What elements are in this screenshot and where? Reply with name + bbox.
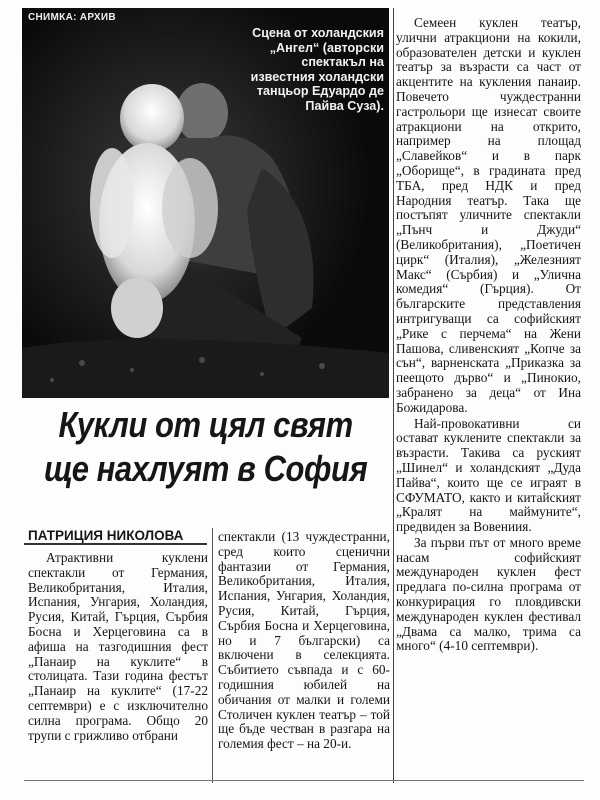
column-3-paragraph: Най-провокативни си остават куклените спектакли за възрасти. Такива са руският „Шинел“ и холандският „Дуда Пайва“, които ще се играят в СФУМАТО, както и китайският „Кралят на маймуните“, предвиден за Вовениия.: [396, 415, 581, 535]
byline-divider: [24, 543, 207, 545]
column-divider-right: [393, 8, 394, 783]
headline-line-2: ще нахлуят в София: [43, 448, 368, 489]
column-divider: [212, 528, 213, 783]
column-2-paragraph: спектакли (13 чуждестранни, сред които сценични фантазии от Германия, Великобритания, Италия, Испания, Унгария, Холандия, Русия, Китай, Гърция, Сърбия Босна и Херцеговина, но и 7 български) са включени в селекцията. Събитието съвпада и с 60-годишния юбилей на обичания от малки и големи Столичен куклен театър – той ще бъде честван в разгара на големия фест – на 20-и.: [218, 529, 390, 752]
photo-caption: Сцена от холандския „Ангел“ (авторски спектакъл на известния холандски танцьор Едуардо де Пайва Суза).: [250, 26, 384, 113]
newspaper-clipping: [22, 8, 582, 783]
column-3-paragraph: Семеен куклен театър, улични атракциони на кокили, образователен детски и куклен театър за възрасти са част от акцентите на кукления панаир. Повечето чуждестранни гастрольори ще изнесат своите атракциони на открито, например на площад „Славейков“ и в парк „Оборище“, в градината пред ТБА, пред НДК и пред Народния театър. Така ще постъпят уличните спектакли „Пънч и Джуди“ (Великобритания), „Поетичен цирк“ (Италия), „Железният Макс“ (Сърбия) и „Улична комедия“ (Гърция). От българските представления интригуващи са софийският „Рике с перчема“ на Жени Пашова, сливенският „Копче за сън“, варненската „Приказка за пеещото дърво“ и „Пинокио, забранено за деца“ от Ина Божидарова.: [396, 15, 581, 415]
article-column-3: [396, 16, 581, 655]
article-headline: [22, 403, 389, 491]
author-byline: ПАТРИЦИЯ НИКОЛОВА: [28, 528, 184, 543]
column-3-paragraph: За първи път от много време насам софийският международен куклен фест предлага по-силна програма от конкурирация го пловдивски международен куклен фестивал „Двама са малко, трима са много“ (4-10 септември).: [396, 534, 581, 654]
headline-line-1: Кукли от цял свят: [58, 404, 353, 445]
article-photo: [22, 8, 389, 398]
column-1-paragraph: Атрактивни куклени спектакли от Германия, Великобритания, Италия, Испания, Унгария, Холандия, Русия, Китай, Гърция, Сърбия Босна и Херцеговина са в афиша на тазгодишния фест „Панаир на куклите“ в столицата. Тази година фестът „Панаир на куклите“ (17-22 септември) е с изключително силна програма. Общо 20 трупи с грижливо отбрани: [28, 550, 208, 743]
article-column-1: [28, 551, 208, 743]
photo-credit: СНИМКА: АРХИВ: [28, 12, 116, 23]
article-column-2: [218, 530, 390, 752]
bottom-rule: [24, 780, 584, 781]
